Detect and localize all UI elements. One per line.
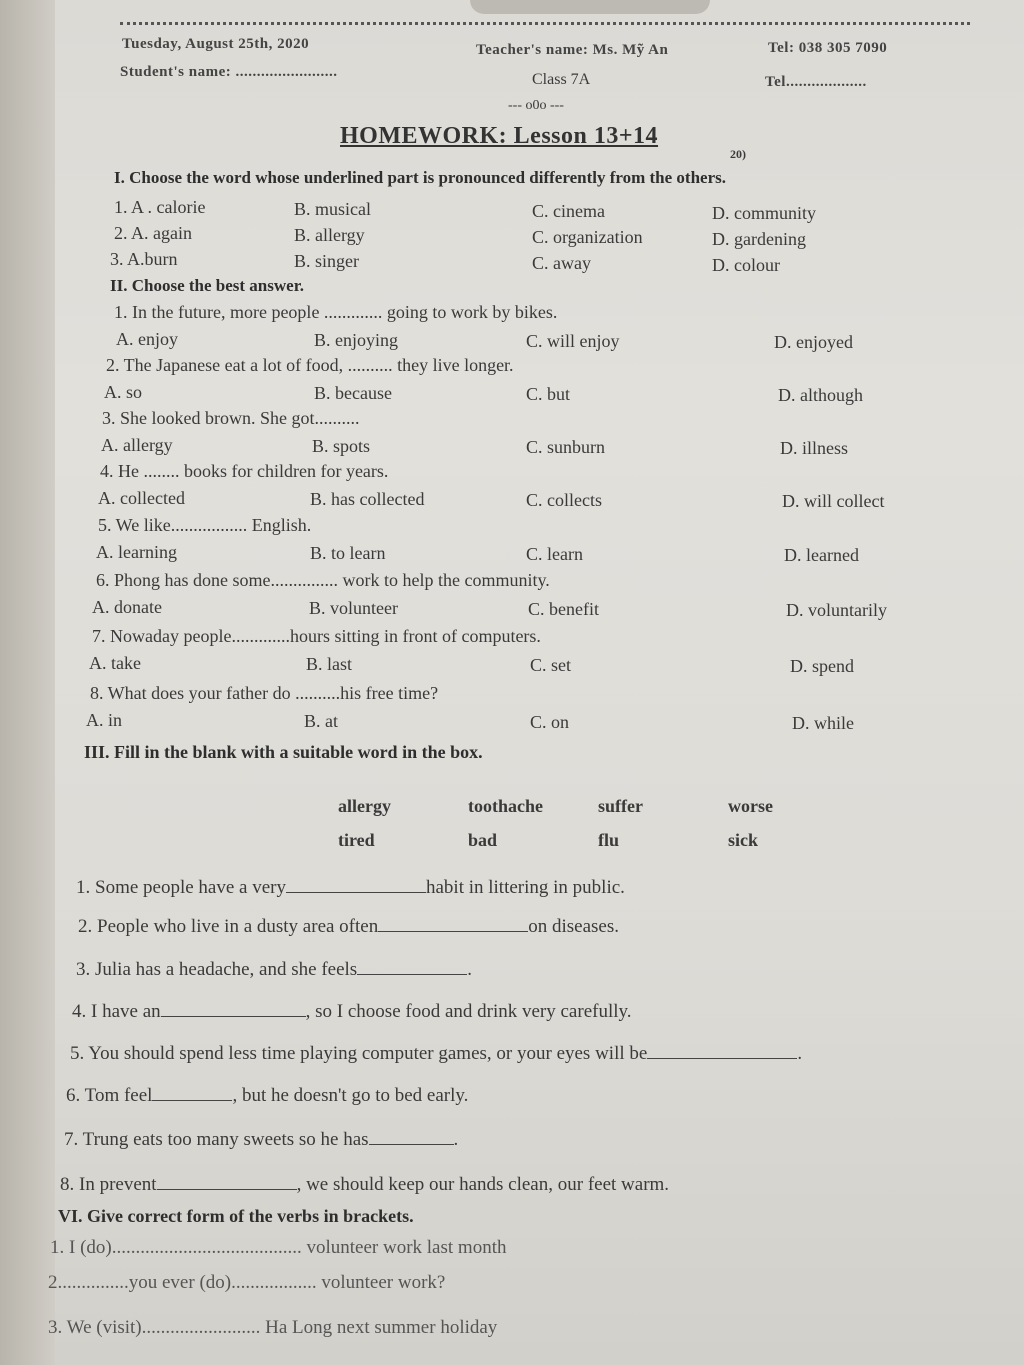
header-date: Tuesday, August 25th, 2020 bbox=[122, 36, 310, 52]
word-box-item: worse bbox=[728, 796, 773, 816]
answer-option: B. because bbox=[314, 383, 392, 403]
fill-in-item bbox=[78, 915, 619, 937]
header-student-name: Student's name: ........................ bbox=[120, 64, 338, 80]
item-text-before: Julia has a headache, and she feels bbox=[95, 959, 358, 980]
header-class: Class 7A bbox=[532, 71, 591, 88]
answer-option: A. so bbox=[104, 382, 143, 402]
answer-option: C. learn bbox=[526, 544, 583, 564]
fill-in-item bbox=[64, 1128, 458, 1150]
section-1-heading: I. Choose the word whose underlined part is pronounced differently from the others. bbox=[114, 168, 727, 187]
fill-in-item bbox=[72, 1000, 632, 1022]
answer-option: D. while bbox=[792, 713, 854, 733]
answer-option: D. enjoyed bbox=[774, 332, 853, 352]
option-cell: B. allergy bbox=[294, 225, 365, 245]
top-smudge bbox=[470, 0, 710, 14]
item-text-after: . bbox=[467, 959, 472, 980]
item-text-before: In prevent bbox=[79, 1174, 157, 1195]
answer-option: A. collected bbox=[98, 488, 185, 508]
answer-option: B. spots bbox=[312, 436, 371, 456]
answer-option: B. at bbox=[304, 711, 338, 731]
fill-in-item bbox=[76, 876, 625, 898]
header-tel: Tel: 038 305 7090 bbox=[768, 40, 888, 56]
fill-in-item bbox=[76, 958, 472, 980]
answer-option: A. take bbox=[89, 653, 141, 673]
answer-option: C. benefit bbox=[528, 599, 599, 619]
item-text-before: People who live in a dusty area often bbox=[97, 916, 379, 937]
question-text: 7. Nowaday people.............hours sitting in front of computers. bbox=[92, 626, 541, 646]
verb-exercise-item: 1. I (do)........................................ volunteer work last month bbox=[50, 1237, 507, 1258]
question-text: 5. We like................. English. bbox=[98, 515, 312, 535]
item-number: 4. bbox=[72, 1001, 91, 1022]
option-cell: C. organization bbox=[532, 227, 643, 247]
answer-blank[interactable] bbox=[378, 915, 528, 932]
item-text-after: , we should keep our hands clean, our feet warm. bbox=[296, 1174, 670, 1195]
answer-option: D. learned bbox=[784, 545, 859, 565]
word-box-item: sick bbox=[728, 830, 759, 850]
option-cell: B. musical bbox=[294, 199, 371, 219]
header-teacher: Teacher's name: Ms. Mỹ An bbox=[476, 42, 669, 58]
section-4-heading: VI. Give correct form of the verbs in brackets. bbox=[58, 1206, 414, 1226]
answer-blank[interactable] bbox=[161, 1000, 306, 1017]
answer-option: B. enjoying bbox=[314, 330, 398, 350]
item-text-after: . bbox=[453, 1129, 459, 1150]
item-number: 1. bbox=[76, 877, 95, 898]
item-text-before: I have an bbox=[91, 1001, 161, 1022]
header-tel-blank: Tel................... bbox=[765, 74, 867, 90]
item-text-after: , but he doesn't go to bed early. bbox=[232, 1085, 469, 1106]
answer-option: D. illness bbox=[780, 438, 849, 458]
option-cell: 3. A.burn bbox=[110, 249, 178, 269]
option-cell: C. away bbox=[532, 253, 591, 273]
item-number: 5. bbox=[70, 1043, 89, 1064]
answer-option: C. will enjoy bbox=[526, 331, 620, 351]
page-title: HOMEWORK: Lesson 13+14 bbox=[340, 123, 659, 149]
question-text: 3. She looked brown. She got.......... bbox=[102, 408, 360, 428]
answer-blank[interactable] bbox=[286, 876, 426, 893]
top-dotted-border bbox=[120, 22, 970, 25]
fill-in-item bbox=[70, 1042, 802, 1064]
answer-blank[interactable] bbox=[357, 958, 467, 975]
fill-in-item bbox=[66, 1084, 468, 1106]
answer-option: A. allergy bbox=[101, 435, 173, 455]
item-number: 2. bbox=[78, 916, 97, 937]
item-text-after: on diseases. bbox=[528, 916, 619, 937]
item-text-after: . bbox=[797, 1043, 803, 1064]
answer-option: C. on bbox=[530, 712, 570, 732]
answer-blank[interactable] bbox=[152, 1084, 232, 1101]
word-box-item: tired bbox=[338, 830, 375, 850]
item-text-before: Some people have a very bbox=[95, 877, 286, 898]
item-number: 7. bbox=[64, 1129, 83, 1150]
question-text: 1. In the future, more people ............. going to work by bikes. bbox=[114, 302, 558, 322]
question-text: 2. The Japanese eat a lot of food, .......... they live longer. bbox=[106, 355, 514, 375]
word-box-item: toothache bbox=[468, 796, 543, 816]
answer-option: A. enjoy bbox=[116, 329, 178, 349]
section-3-heading: III. Fill in the blank with a suitable word in the box. bbox=[84, 742, 483, 762]
answer-blank[interactable] bbox=[157, 1173, 297, 1190]
question-text: 8. What does your father do ..........his free time? bbox=[90, 683, 439, 703]
answer-option: D. will collect bbox=[782, 491, 885, 511]
title-suffix: 20) bbox=[730, 147, 746, 161]
question-text: 4. He ........ books for children for years. bbox=[100, 461, 389, 481]
verb-exercise-item: 2...............you ever (do).................. volunteer work? bbox=[48, 1272, 446, 1293]
item-number: 8. bbox=[60, 1174, 79, 1195]
item-text-after: , so I choose food and drink very carefully. bbox=[305, 1001, 632, 1022]
fill-in-item bbox=[60, 1173, 669, 1195]
answer-option: D. spend bbox=[790, 656, 854, 676]
option-cell: B. singer bbox=[294, 251, 359, 271]
answer-option: B. to learn bbox=[310, 543, 386, 563]
header-divider: --- o0o --- bbox=[508, 98, 564, 113]
question-text: 6. Phong has done some............... work to help the community. bbox=[96, 570, 550, 590]
answer-blank[interactable] bbox=[647, 1042, 797, 1059]
option-cell: D. community bbox=[712, 203, 816, 223]
section-2-heading: II. Choose the best answer. bbox=[110, 276, 304, 295]
word-box-item: suffer bbox=[598, 796, 643, 816]
answer-option: A. in bbox=[86, 710, 122, 730]
answer-option: C. sunburn bbox=[526, 437, 606, 457]
answer-option: A. learning bbox=[96, 542, 177, 562]
answer-option: C. but bbox=[526, 384, 571, 404]
item-text-before: Trung eats too many sweets so he has bbox=[82, 1129, 369, 1150]
word-box-item: flu bbox=[598, 830, 620, 850]
answer-option: C. set bbox=[530, 655, 572, 675]
paper-shadow bbox=[0, 0, 55, 1365]
item-text-before: Tom feel bbox=[84, 1085, 153, 1106]
word-box-item: bad bbox=[468, 830, 498, 850]
option-cell: 2. A. again bbox=[114, 223, 192, 243]
answer-option: B. last bbox=[306, 654, 353, 674]
answer-option: B. volunteer bbox=[309, 598, 398, 618]
answer-option: A. donate bbox=[92, 597, 162, 617]
option-cell: 1. A . calorie bbox=[114, 197, 206, 217]
option-cell: C. cinema bbox=[532, 201, 605, 221]
option-cell: D. colour bbox=[712, 255, 780, 275]
item-number: 3. bbox=[76, 959, 95, 980]
item-text-after: habit in littering in public. bbox=[425, 877, 625, 898]
option-cell: D. gardening bbox=[712, 229, 806, 249]
answer-option: C. collects bbox=[526, 490, 602, 510]
verb-exercise-item: 3. We (visit)......................... Ha Long next summer holiday bbox=[48, 1317, 498, 1338]
answer-blank[interactable] bbox=[369, 1128, 454, 1145]
item-number: 6. bbox=[66, 1085, 85, 1106]
item-text-before: You should spend less time playing computer games, or your eyes will be bbox=[88, 1043, 648, 1064]
answer-option: D. although bbox=[778, 385, 863, 405]
word-box-item: allergy bbox=[338, 796, 391, 816]
answer-option: B. has collected bbox=[310, 489, 425, 509]
answer-option: D. voluntarily bbox=[786, 600, 887, 620]
